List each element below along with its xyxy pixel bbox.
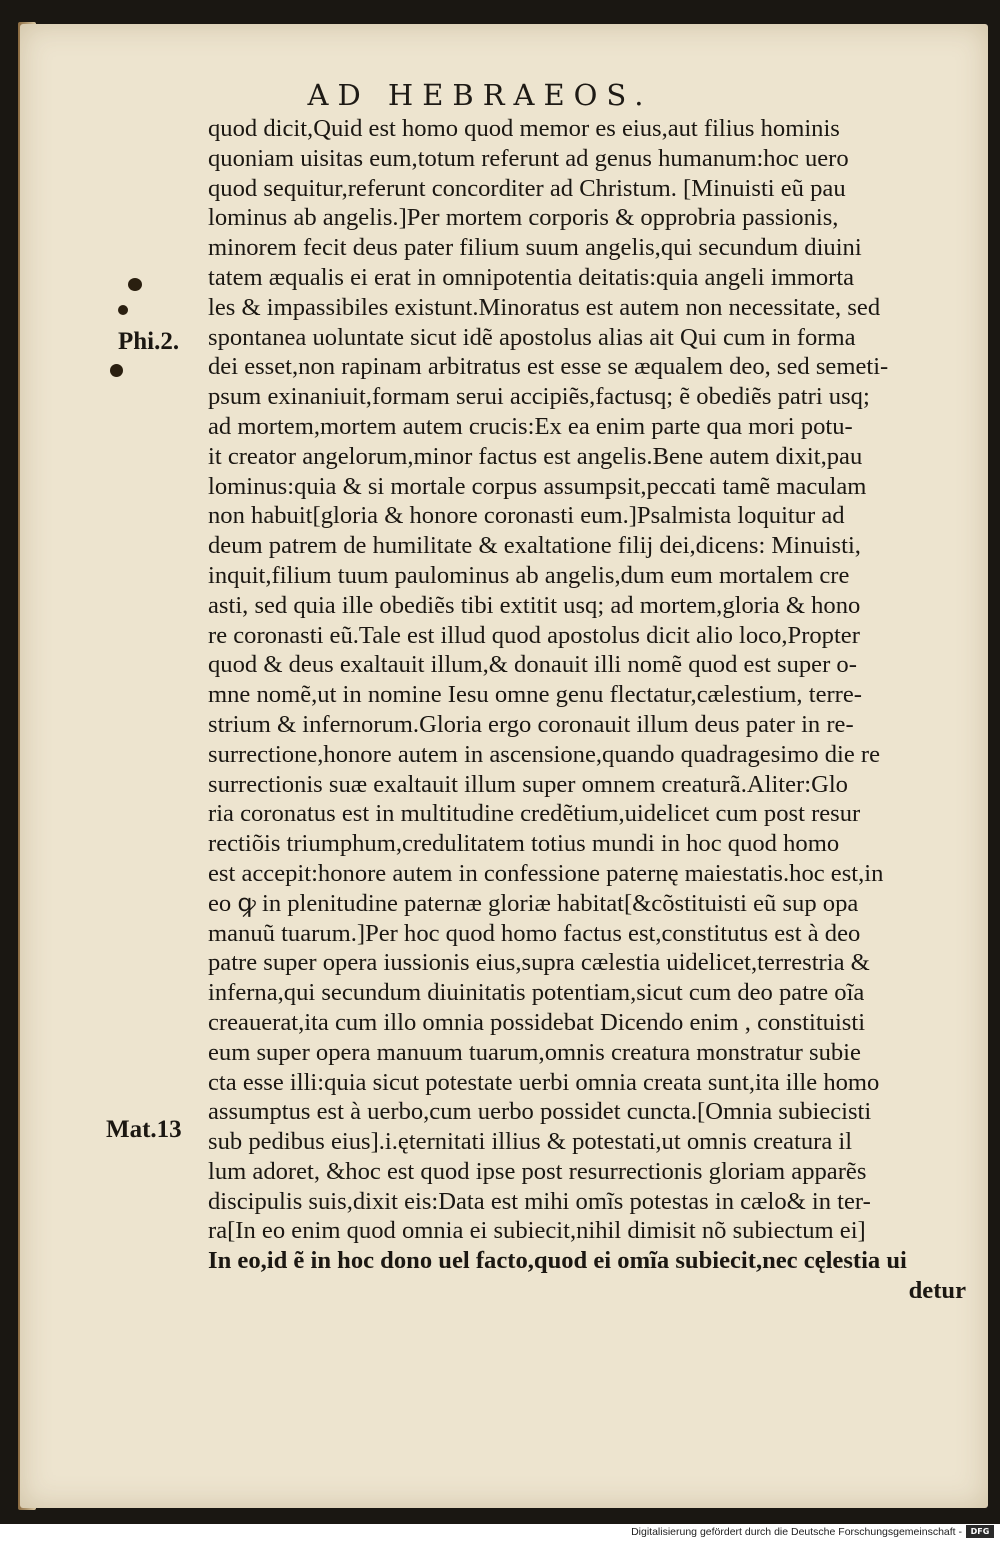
- text-line: sub pedibus eius].i.ęternitati illius & potestati,ut omnis creatura il: [208, 1128, 853, 1156]
- margin-ornament-dot: [110, 364, 123, 377]
- text-line: inquit,filium tuum paulominus ab angelis,dum eum mortalem cre: [208, 561, 850, 589]
- margin-note-mat: Mat.13: [106, 1116, 182, 1143]
- text-line: asti, sed quia ille obediẽs tibi extitit usq; ad mortem,gloria & hono: [208, 591, 861, 619]
- text-line: inferna,qui secundum diuinitatis potentiam,sicut cum deo patre oĩa: [208, 979, 865, 1007]
- text-line: les & impassibiles existunt.Minoratus est autem non necessitate, sed: [208, 293, 881, 321]
- text-line: cta esse illi:quia sicut potestate uerbi omnia creata sunt,ita ille homo: [208, 1068, 880, 1096]
- text-line: lominus:quia & si mortale corpus assumpsit,peccati tamẽ maculam: [208, 472, 867, 500]
- text-line: quoniam uisitas eum,totum referunt ad genus humanum:hoc uero: [208, 144, 849, 172]
- text-line: tatem æqualis ei erat in omnipotentia deitatis:quia angeli immorta: [208, 263, 855, 291]
- text-line: quod dicit,Quid est homo quod memor es eius,aut filius hominis: [208, 115, 840, 142]
- text-line: ad mortem,mortem autem crucis:Ex ea enim parte qua mori potu-: [208, 412, 853, 440]
- footer-bar: [0, 1524, 1000, 1541]
- text-line: quod & deus exaltauit illum,& donauit illi nomẽ quod est super o-: [208, 651, 857, 679]
- text-line: rectiõis triumphum,credulitatem totius mundi in hoc quod homo: [208, 830, 840, 858]
- text-line: lum adoret, &hoc est quod ipse post resurrectionis gloriam apparẽs: [208, 1157, 867, 1185]
- text-line: ria coronatus est in multitudine credẽtium,uidelicet cum post resur: [208, 800, 861, 828]
- text-line: manuũ tuarum.]Per hoc quod homo factus est,constitutus est à deo: [208, 919, 861, 947]
- text-line: non habuit[gloria & honore coronasti eum.]Psalmista loquitur ad: [208, 502, 845, 530]
- running-head: AD HEBRAEOS.: [307, 78, 653, 112]
- text-line: mne nomẽ,ut in nomine Iesu omne genu flectatur,cælestium, terre-: [208, 681, 862, 709]
- text-line: patre super opera iussionis eius,supra cælestia uidelicet,terrestria &: [208, 949, 870, 977]
- footer-credit: Digitalisierung gefördert durch die Deutsche Forschungsgemeinschaft -: [631, 1526, 962, 1538]
- text-line: discipulis suis,dixit eis:Data est mihi omĩs potestas in cælo& in ter-: [208, 1187, 871, 1215]
- text-line: quod sequitur,referunt concorditer ad Christum. [Minuisti eũ pau: [208, 174, 846, 202]
- dfg-logo: DFG: [966, 1525, 994, 1538]
- text-line: est accepit:honore autem in confessione paternę maiestatis.hoc est,in: [208, 859, 884, 887]
- text-line: assumptus est à uerbo,cum uerbo possidet cuncta.[Omnia subiecisti: [208, 1098, 872, 1126]
- text-line: In eo,id ẽ in hoc dono uel facto,quod ei omĩa subiecit,nec cęlestia ui: [208, 1247, 907, 1275]
- body-text: [208, 114, 978, 1306]
- text-line: it creator angelorum,minor factus est angelis.Bene autem dixit,pau: [208, 442, 863, 470]
- text-line: psum exinaniuit,formam serui accipiẽs,factusq; ẽ obediẽs patri usq;: [208, 383, 870, 411]
- margin-ornament-dot: [118, 305, 128, 315]
- text-line: strium & infernorum.Gloria ergo coronauit illum deus pater in re-: [208, 710, 854, 738]
- margin-note-phi: Phi.2.: [118, 328, 180, 355]
- text-line: minorem fecit deus pater filium suum angelis,qui secundum diuini: [208, 234, 862, 262]
- text-line: deum patrem de humilitate & exaltatione filij dei,dicens: Minuisti,: [208, 532, 861, 560]
- margin-ornament-dot: [128, 278, 142, 291]
- text-line: lominus ab angelis.]Per mortem corporis & opprobria passionis,: [208, 204, 839, 232]
- text-line: eum super opera manuum tuarum,omnis creatura monstratur subie: [208, 1038, 861, 1066]
- text-line: spontanea uoluntate sicut idẽ apostolus alias ait Qui cum in forma: [208, 323, 856, 351]
- text-line: surrectione,honore autem in ascensione,quando quadragesimo die re: [208, 740, 880, 768]
- text-line: re coronasti eũ.Tale est illud quod apostolus dicit alio loco,Propter: [208, 621, 860, 649]
- catchword: detur: [908, 1277, 966, 1305]
- text-line: surrectionis suæ exaltauit illum super omnem creaturã.Aliter:Glo: [208, 770, 848, 798]
- text-line: dei esset,non rapinam arbitratus est esse se æqualem deo, sed semeti-: [208, 353, 889, 381]
- text-line: ra[In eo enim quod omnia ei subiecit,nihil dimisit nõ subiectum ei]: [208, 1217, 866, 1245]
- text-line: eo ꝙ in plenitudine paternæ gloriæ habitat[&cõstituisti eũ sup opa: [208, 889, 859, 917]
- text-line: creauerat,ita cum illo omnia possidebat Dicendo enim , constituisti: [208, 1008, 866, 1036]
